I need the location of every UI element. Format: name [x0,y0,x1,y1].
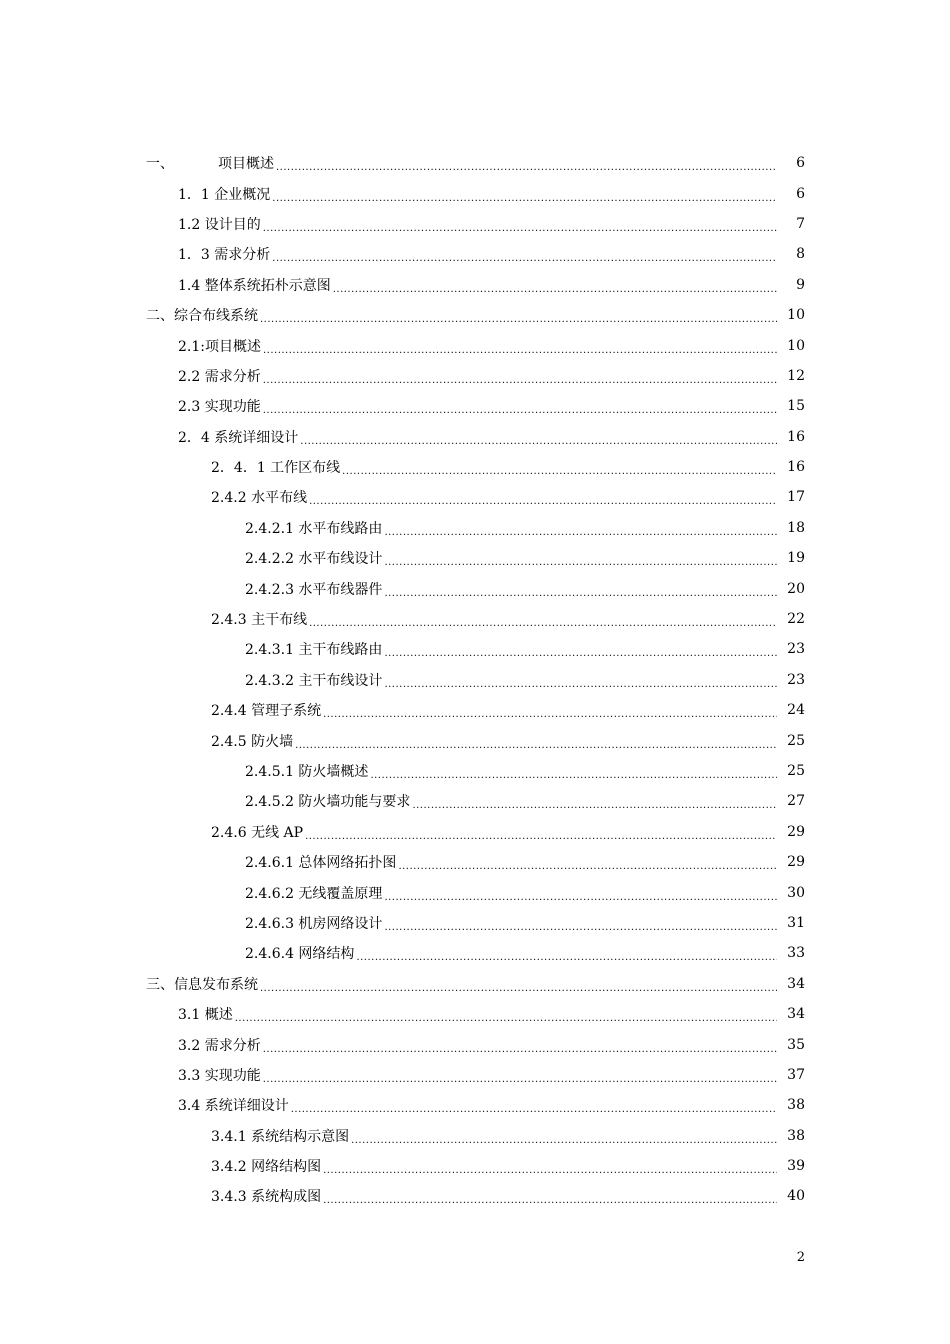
toc-entry-page: 22 [787,611,805,628]
toc-dot-leader [333,281,777,295]
toc-entry[interactable] [0,1060,950,1090]
toc-dot-leader [263,1071,777,1085]
toc-entry-page: 9 [796,276,805,293]
toc-entry[interactable] [0,634,950,664]
toc-entry-page: 16 [787,428,805,445]
toc-entry-page: 20 [787,580,805,597]
toc-entry-page: 31 [787,914,805,931]
toc-entry-page: 7 [796,215,805,232]
toc-entry-page: 30 [787,884,805,901]
toc-entry-title: 2.4.2.1 水平布线路由 [245,518,384,538]
toc-entry-title: 2.4.6.4 网络结构 [245,943,356,963]
toc-entry[interactable] [0,209,950,239]
toc-dot-leader [384,889,777,903]
toc-entry[interactable] [0,330,950,360]
table-of-contents [0,148,950,1212]
toc-entry[interactable] [0,969,950,999]
toc-entry-page: 8 [796,246,805,263]
toc-entry-title: 1．1 企业概况 [178,184,272,204]
toc-entry[interactable] [0,938,950,968]
toc-entry-page: 33 [787,945,805,962]
toc-dot-leader [291,1101,777,1115]
toc-entry-title: 3.4 系统详细设计 [178,1095,291,1115]
toc-entry-page: 16 [787,459,805,476]
toc-entry-title: 2.4.3 主干布线 [211,609,309,629]
toc-dot-leader [398,858,777,872]
toc-entry-title: 1．3 需求分析 [178,244,272,264]
toc-entry-title-text: 项目概述 [218,153,276,173]
toc-entry[interactable] [0,270,950,300]
toc-dot-leader [384,676,777,690]
toc-dot-leader [263,342,777,356]
toc-entry[interactable] [0,695,950,725]
toc-dot-leader [260,311,777,325]
toc-entry-title: 3.1 概述 [178,1004,235,1024]
toc-dot-leader [384,554,777,568]
toc-entry-title: 2.4.2 水平布线 [211,487,309,507]
toc-entry-title: 一、 [146,153,176,173]
toc-entry-page: 39 [787,1158,805,1175]
toc-entry-page: 24 [787,702,805,719]
toc-entry-page: 10 [787,307,805,324]
toc-entry-page: 6 [796,155,805,172]
toc-entry[interactable] [0,756,950,786]
toc-entry[interactable] [0,482,950,512]
toc-entry[interactable] [0,1151,950,1181]
toc-dot-leader [276,159,777,173]
toc-dot-leader [309,615,777,629]
toc-dot-leader [370,767,777,781]
toc-entry-title: 2.4.5.2 防火墙功能与要求 [245,791,412,811]
toc-entry-page: 25 [787,763,805,779]
toc-entry[interactable] [0,1121,950,1151]
toc-entry[interactable] [0,391,950,421]
toc-dot-leader [342,463,777,477]
toc-dot-leader [300,433,777,447]
toc-entry-title: 2.3 实现功能 [178,396,263,416]
toc-entry-page: 29 [787,823,805,840]
toc-entry-title: 2.4.6 无线 AP [211,822,305,842]
toc-entry-title: 3.4.3 系统构成图 [211,1186,323,1206]
toc-entry-title: 2.1:项目概述 [178,336,263,356]
toc-entry[interactable] [0,239,950,269]
toc-dot-leader [272,250,777,264]
toc-dot-leader [351,1132,777,1146]
toc-entry[interactable] [0,422,950,452]
toc-dot-leader [263,402,777,416]
toc-entry[interactable] [0,817,950,847]
toc-entry-page: 37 [787,1066,805,1083]
toc-entry[interactable] [0,452,950,482]
toc-entry-title: 3.4.2 网络结构图 [211,1156,323,1176]
toc-entry-title: 3.3 实现功能 [178,1065,263,1085]
toc-entry[interactable] [0,877,950,907]
toc-dot-leader [323,706,777,720]
toc-entry[interactable] [0,361,950,391]
toc-entry-page: 40 [787,1188,805,1205]
toc-dot-leader [384,919,777,933]
toc-entry-page: 27 [787,793,805,810]
toc-dot-leader [305,828,777,842]
toc-dot-leader [384,524,777,538]
toc-dot-leader [263,372,777,386]
toc-entry-page: 34 [787,975,805,992]
toc-entry-title: 三、信息发布系统 [146,974,260,994]
toc-dot-leader [263,220,777,234]
toc-entry-title: 2.4.6.2 无线覆盖原理 [245,883,384,903]
toc-entry[interactable] [0,1181,950,1211]
toc-dot-leader [272,190,777,204]
toc-entry[interactable] [0,543,950,573]
toc-entry-page: 23 [787,671,805,688]
toc-entry[interactable] [0,725,950,755]
toc-entry-page: 17 [787,489,805,506]
toc-entry-title: 2．4 系统详细设计 [178,427,300,447]
toc-dot-leader [263,1041,777,1055]
toc-entry-page: 38 [787,1127,805,1144]
toc-entry[interactable] [0,847,950,877]
toc-entry[interactable] [0,148,950,178]
toc-entry[interactable] [0,604,950,634]
toc-entry[interactable] [0,908,950,938]
toc-entry-page: 19 [787,550,805,567]
page-number: 2 [796,1250,805,1265]
toc-dot-leader [323,1162,777,1176]
toc-entry-title: 二、综合布线系统 [146,305,260,325]
toc-entry-title: 3.4.1 系统结构示意图 [211,1126,351,1146]
toc-entry-title: 2.4.6.1 总体网络拓扑图 [245,852,398,872]
toc-entry-title: 2.4.5 防火墙 [211,731,295,751]
toc-entry[interactable] [0,999,950,1029]
toc-dot-leader [235,1010,777,1024]
toc-entry-title: 2．4．1 工作区布线 [211,457,342,477]
toc-entry[interactable] [0,300,950,330]
toc-entry-page: 12 [787,367,805,384]
toc-entry-page: 10 [787,337,805,354]
toc-entry[interactable] [0,178,950,208]
toc-entry-page: 23 [787,641,805,658]
toc-entry-page: 6 [796,185,805,202]
toc-entry-page: 35 [787,1036,805,1053]
toc-dot-leader [260,980,777,994]
toc-entry[interactable] [0,573,950,603]
toc-entry-title: 3.2 需求分析 [178,1035,263,1055]
toc-entry[interactable] [0,1029,950,1059]
toc-entry-title: 2.4.2.3 水平布线器件 [245,579,384,599]
toc-entry-title: 2.4.4 管理子系统 [211,700,323,720]
toc-entry-page: 34 [787,1006,805,1023]
toc-dot-leader [412,797,777,811]
toc-entry[interactable] [0,665,950,695]
toc-entry-title: 2.4.5.1 防火墙概述 [245,761,370,781]
toc-entry-page: 25 [787,732,805,749]
toc-entry[interactable] [0,513,950,543]
toc-entry-page: 29 [787,854,805,871]
toc-entry-title: 2.4.3.1 主干布线路由 [245,639,384,659]
toc-entry-page: 38 [787,1097,805,1114]
toc-dot-leader [384,585,777,599]
toc-dot-leader [356,949,777,963]
toc-entry-title: 1.4 整体系统拓朴示意图 [178,275,333,295]
toc-dot-leader [323,1192,777,1206]
toc-entry-title: 2.4.2.2 水平布线设计 [245,548,384,568]
toc-dot-leader [309,493,777,507]
toc-entry-title: 2.4.6.3 机房网络设计 [245,913,384,933]
toc-dot-leader [384,645,777,659]
toc-entry-title: 1.2 设计目的 [178,214,263,234]
toc-entry[interactable] [0,786,950,816]
toc-entry-title: 2.2 需求分析 [178,366,263,386]
toc-entry-page: 15 [787,398,805,415]
toc-entry[interactable] [0,1090,950,1120]
toc-entry-page: 18 [787,519,805,536]
toc-dot-leader [295,737,777,751]
toc-entry-title: 2.4.3.2 主干布线设计 [245,670,384,690]
